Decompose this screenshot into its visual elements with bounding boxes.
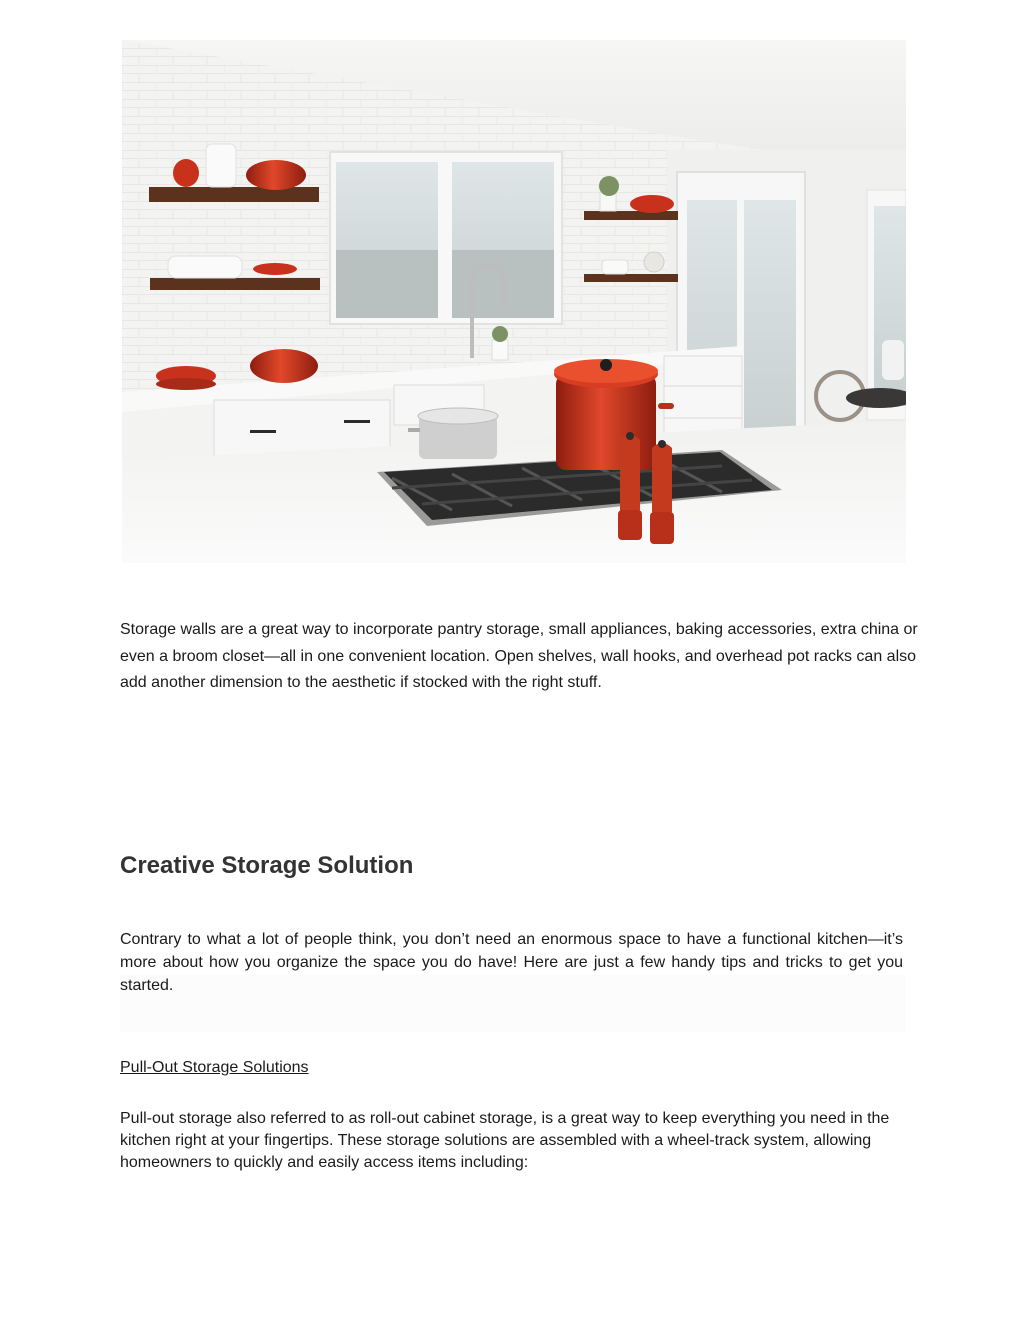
- window: [330, 152, 562, 324]
- kitchen-hero-image: [122, 40, 906, 563]
- section-heading: Creative Storage Solution: [120, 852, 414, 879]
- intro-paragraph: Storage walls are a great way to incorporate pantry storage, small appliances, baking accessories, extra china or even a broom closet—all in one convenient location. Open shelves, wall hooks, and overhead pot racks can also add another dimension to the aesthetic if stocked with the right stuff.: [120, 621, 918, 691]
- stainless-pot: [408, 408, 498, 459]
- subsection-paragraph: Pull-out storage also referred to as roll-out cabinet storage, is a great way to keep everything you need in the kitchen right at your fingertips. These storage solutions are assembled with a wheel-track system, allowing homeowners to quickly and easily access items including:: [120, 1110, 890, 1171]
- kitchen-illustration: [122, 40, 906, 563]
- section-paragraph: Contrary to what a lot of people think, you don’t need an enormous space to have a functional kitchen—it’s more about how you organize the space you do have! Here are just a few handy tips and tricks to get you started.: [120, 931, 903, 994]
- subsection-heading: Pull-Out Storage Solutions: [120, 1059, 309, 1076]
